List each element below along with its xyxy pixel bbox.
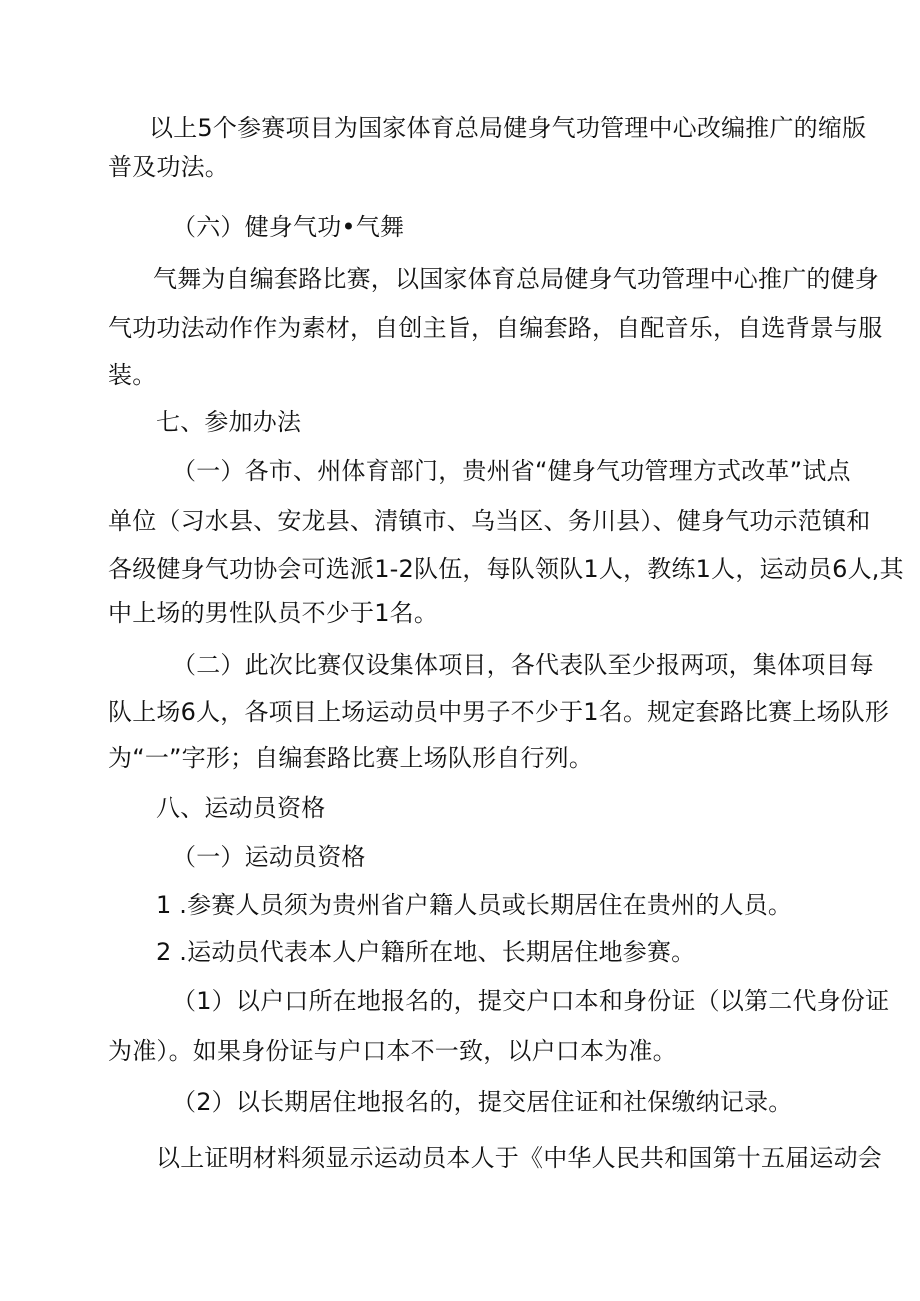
paragraph-line-17: （2）以长期居住地报名的，提交居住证和社保缴纳记录。	[172, 1088, 793, 1116]
paragraph-line-16: 为准）。如果身份证与户口本不一致，以户口本为准。	[108, 1037, 677, 1065]
paragraph-line-6: （一）各市、州体育部门，贵州省“健身气功管理方式改革”试点	[172, 457, 851, 485]
paragraph-line-18: 以上证明材料须显示运动员本人于《中华人民共和国第十五届运动会	[156, 1144, 882, 1172]
section-heading-1: （一）运动员资格	[172, 843, 366, 871]
paragraph-line-5: 装。	[108, 361, 157, 389]
paragraph-line-10: （二）此次比赛仅设集体项目，各代表队至少报两项，集体项目每	[172, 651, 874, 679]
paragraph-line-3: 气舞为自编套路比赛，以国家体育总局健身气功管理中心推广的健身	[153, 265, 879, 293]
paragraph-line-4: 气功功法动作作为素材，自创主旨，自编套路，自配音乐，自选背景与服	[108, 314, 883, 342]
paragraph-line-12: 为“一”字形；自编套路比赛上场队形自行列。	[108, 744, 594, 772]
section-heading-6: （六）健身气功•气舞	[172, 213, 405, 241]
paragraph-line-15: （1）以户口所在地报名的，提交户口本和身份证（以第二代身份证	[172, 987, 890, 1015]
paragraph-line-13: 1 .参赛人员须为贵州省户籍人员或长期居住在贵州的人员。	[156, 891, 793, 919]
paragraph-line-2: 普及功法。	[108, 153, 229, 181]
chapter-heading-8: 八、运动员资格	[156, 794, 326, 822]
chapter-heading-7: 七、参加办法	[156, 408, 302, 436]
paragraph-line-9: 中上场的男性队员不少于1名。	[108, 599, 439, 627]
paragraph-line-1: 以上5个参赛项目为国家体育总局健身气功管理中心改编推广的缩版	[149, 114, 867, 142]
paragraph-line-7: 单位（习水县、安龙县、清镇市、乌当区、务川县）、健身气功示范镇和	[108, 507, 871, 535]
paragraph-line-8: 各级健身气功协会可选派1-2队伍，每队领队1人，教练1人，运动员6人,其	[108, 555, 904, 583]
paragraph-line-14: 2 .运动员代表本人户籍所在地、长期居住地参赛。	[156, 938, 696, 966]
paragraph-line-11: 队上场6人，各项目上场运动员中男子不少于1名。规定套路比赛上场队形	[108, 698, 890, 726]
